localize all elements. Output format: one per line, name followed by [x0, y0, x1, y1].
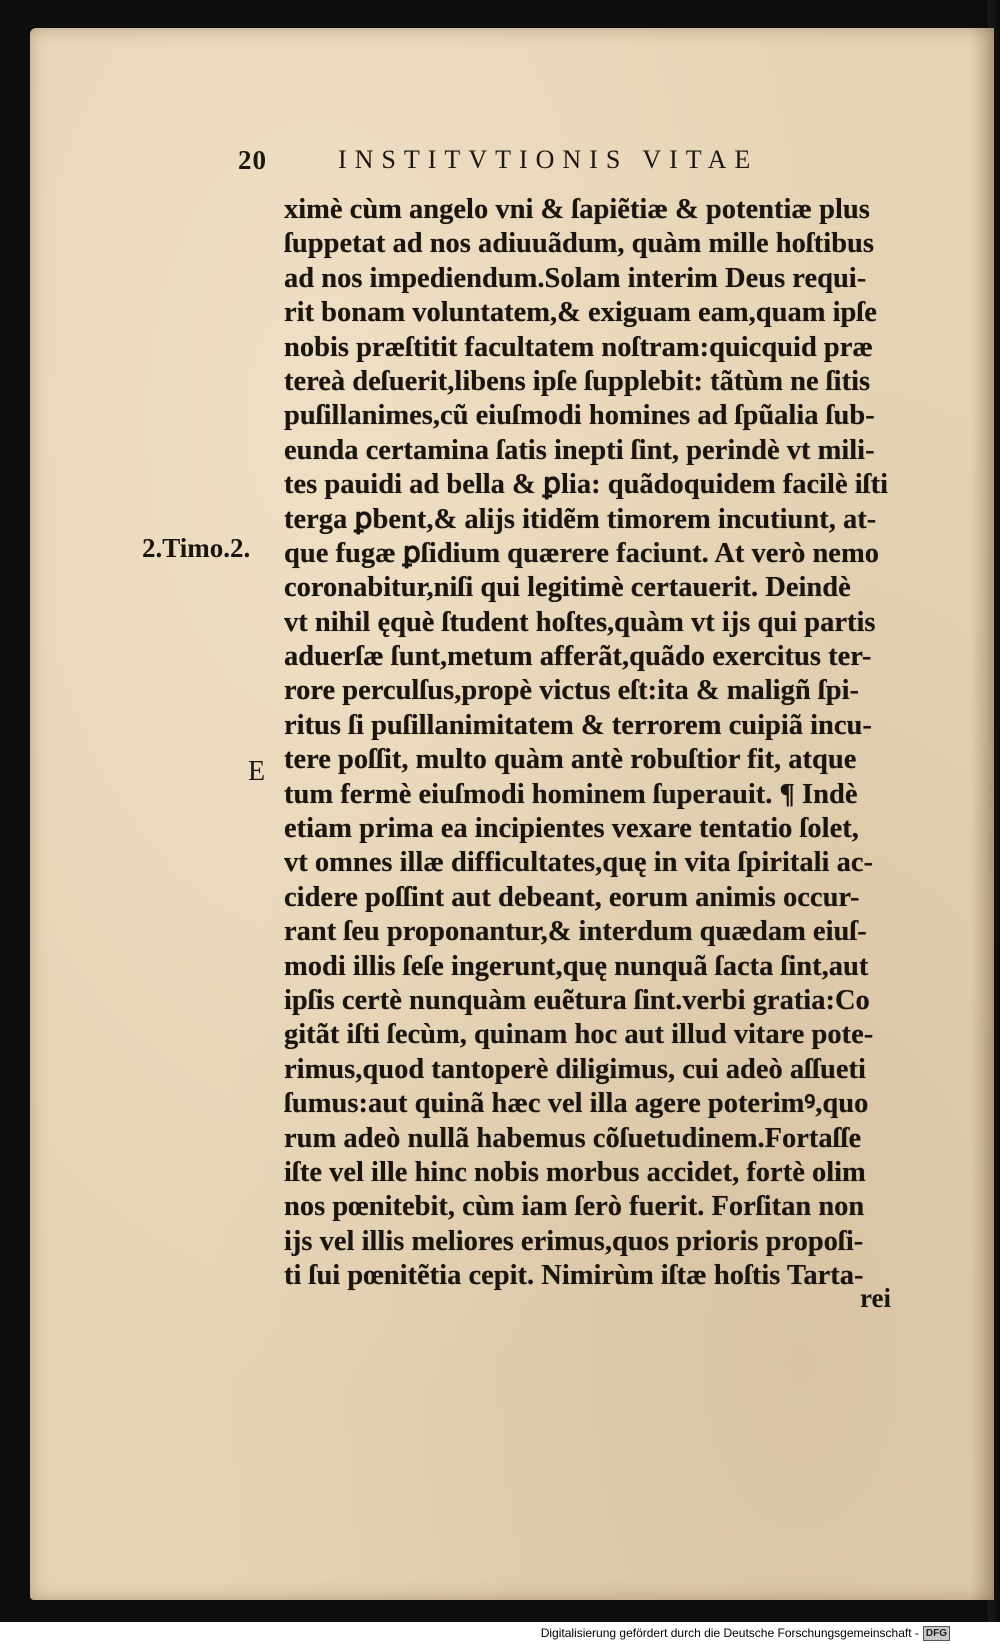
section-marker-letter: E	[248, 756, 266, 787]
text-line: vt nihil ęquè ſtudent hoſtes,quàm vt ijs qui partis	[284, 606, 876, 638]
text-line: nobis præſtitit facultatem noſtram:quicquid præ	[284, 331, 874, 363]
text-line: puſillanimes,cũ eiuſmodi homines ad ſpũalia ſub-	[284, 400, 875, 432]
text-line: modi illis ſeſe ingerunt,quę nunquã ſacta ſint,aut	[284, 950, 869, 982]
text-line: ijs vel illis meliores erimus,quos prioris propoſi-	[284, 1225, 864, 1257]
running-head	[238, 145, 866, 185]
text-line: ximè cùm angelo vni & ſapiẽtiæ & potentiæ plus	[284, 194, 870, 225]
text-line: iſte vel ille hinc nobis morbus accidet, fortè olim	[284, 1156, 866, 1188]
text-line: ipſis certè nunquàm euẽtura ſint.verbi gratia:Co	[284, 984, 870, 1016]
text-line: aduerſæ ſunt,metum afferãt,quãdo exercitus ter-	[284, 641, 872, 673]
text-line: cidere poſſint aut debeant, eorum animis occur-	[284, 881, 860, 913]
page-gutter-shadow	[970, 28, 994, 1600]
text-line: nos pœnitebit, cùm iam ſerò fuerit. Forſitan non	[284, 1191, 865, 1223]
text-line: rum adeò nullã habemus cõſuetudinem.Fortaſſe	[284, 1122, 862, 1154]
text-line: eunda certamina ſatis inepti ſint, perindè vt mili-	[284, 434, 875, 466]
text-line: que fugæ ꝑſidium quærere faciunt. At verò nemo	[284, 537, 879, 569]
text-line: ti ſui pœnitẽtia cepit. Nimirùm iſtæ hoſtis Tarta-	[284, 1260, 864, 1292]
text-line: etiam prima ea incipientes vexare tentatio ſolet,	[284, 813, 859, 845]
catchword: rei	[860, 1283, 891, 1313]
digitization-credit-text: Digitalisierung gefördert durch die Deutsche Forschungsgemeinschaft -	[540, 1626, 919, 1640]
text-line: vt omnes illæ difficultates,quę in vita ſpiritali ac-	[284, 847, 873, 879]
text-line: gitãt iſti ſecùm, quinam hoc aut illud vitare pote-	[284, 1019, 874, 1051]
margin-note-scripture-reference: 2.Timo.2.	[142, 533, 251, 563]
text-line: ritus ſi puſillanimitatem & terrorem cuipiã incu-	[284, 709, 872, 741]
text-line: rant ſeu proponantur,& interdum quædam eiuſ-	[284, 916, 867, 948]
text-line: coronabitur,niſi qui legitimè certauerit. Deindè	[284, 572, 851, 604]
text-line: ſumus:aut quinã hæc vel illa agere poterimꝰ,quo	[284, 1088, 869, 1120]
text-line: rore perculſus,propè victus eſt:ita & maligñ ſpi-	[284, 675, 859, 707]
body-text	[284, 193, 924, 1294]
text-line: terga ꝑbent,& alijs itidẽm timorem incutiunt, at-	[284, 503, 877, 535]
text-line: tes pauidi ad bella & ꝑlia: quãdoquidem facilè iſti	[284, 469, 888, 501]
dfg-logo: DFG	[923, 1626, 950, 1641]
text-line: rit bonam voluntatem,& exiguam eam,quam ipſe	[284, 297, 877, 329]
running-head-title: INSTITVTIONIS VITAE	[338, 145, 759, 174]
text-line: ad nos impediendum.Solam interim Deus requi-	[284, 262, 867, 294]
text-line: tum fermè eiuſmodi hominem ſuperauit. ¶ Indè	[284, 778, 858, 810]
text-line: ſuppetat ad nos adiuuãdum, quàm mille hoſtibus	[284, 228, 874, 260]
text-line: tereà deſuerit,libens ipſe ſupplebit: tãtùm ne ſitis	[284, 365, 871, 397]
text-line: tere poſſit, multo quàm antè robuſtior fit, atque	[284, 744, 857, 776]
page-number: 20	[238, 145, 267, 175]
digitization-credit	[537, 1624, 952, 1642]
text-line: rimus,quod tantoperè diligimus, cui adeò aſſueti	[284, 1053, 866, 1085]
